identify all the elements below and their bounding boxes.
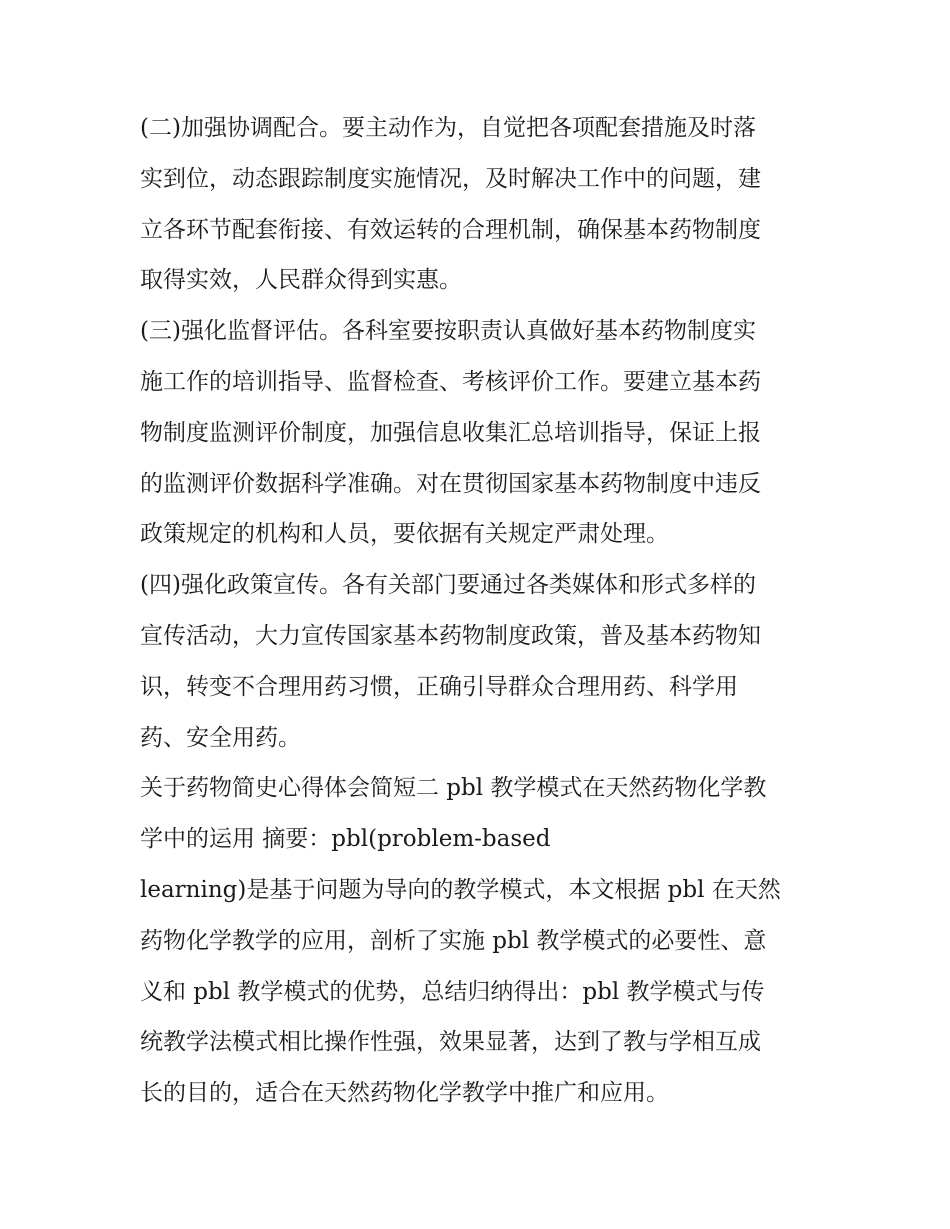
text-line: 统教学法模式相比操作性强，效果显著，达到了教与学相互成 — [140, 1029, 761, 1056]
text-line: 义和 pbl 教学模式的优势，总结归纳得出：pbl 教学模式与传 — [140, 978, 765, 1005]
text-line: (四)强化政策宣传。各有关部门要通过各类媒体和形式多样的 — [140, 572, 756, 599]
document-body — [140, 103, 820, 1119]
text-line: 药、安全用药。 — [140, 724, 301, 751]
text-line: 识，转变不合理用药习惯，正确引导群众合理用药、科学用 — [140, 673, 738, 700]
text-line: 药物化学教学的应用，剖析了实施 pbl 教学模式的必要性、意 — [140, 927, 767, 954]
text-line: learning)是基于问题为导向的教学模式，本文根据 pbl 在天然 — [140, 876, 781, 903]
text-line: 取得实效，人民群众得到实惠。 — [140, 267, 462, 294]
text-line: 立各环节配套衔接、有效运转的合理机制，确保基本药物制度 — [140, 216, 761, 243]
text-line: 施工作的培训指导、监督检查、考核评价工作。要建立基本药 — [140, 368, 761, 395]
text-line: 长的目的，适合在天然药物化学教学中推广和应用。 — [140, 1080, 669, 1107]
text-line: (二)加强协调配合。要主动作为，自觉把各项配套措施及时落 — [140, 115, 756, 141]
text-line: 的监测评价数据科学准确。对在贯彻国家基本药物制度中违反 — [140, 470, 761, 497]
text-line: 宣传活动，大力宣传国家基本药物制度政策，普及基本药物知 — [140, 622, 761, 649]
text-line: 政策规定的机构和人员，要依据有关规定严肃处理。 — [140, 521, 669, 548]
text-line: 关于药物简史心得体会简短二 pbl 教学模式在天然药物化学教 — [140, 775, 767, 802]
text-line: 物制度监测评价制度，加强信息收集汇总培训指导，保证上报 — [140, 419, 761, 446]
text-line: (三)强化监督评估。各科室要按职责认真做好基本药物制度实 — [140, 318, 756, 345]
text-line: 实到位，动态跟踪制度实施情况，及时解决工作中的问题，建 — [140, 165, 761, 192]
text-line: 学中的运用 摘要：pbl(problem-based — [140, 826, 551, 853]
